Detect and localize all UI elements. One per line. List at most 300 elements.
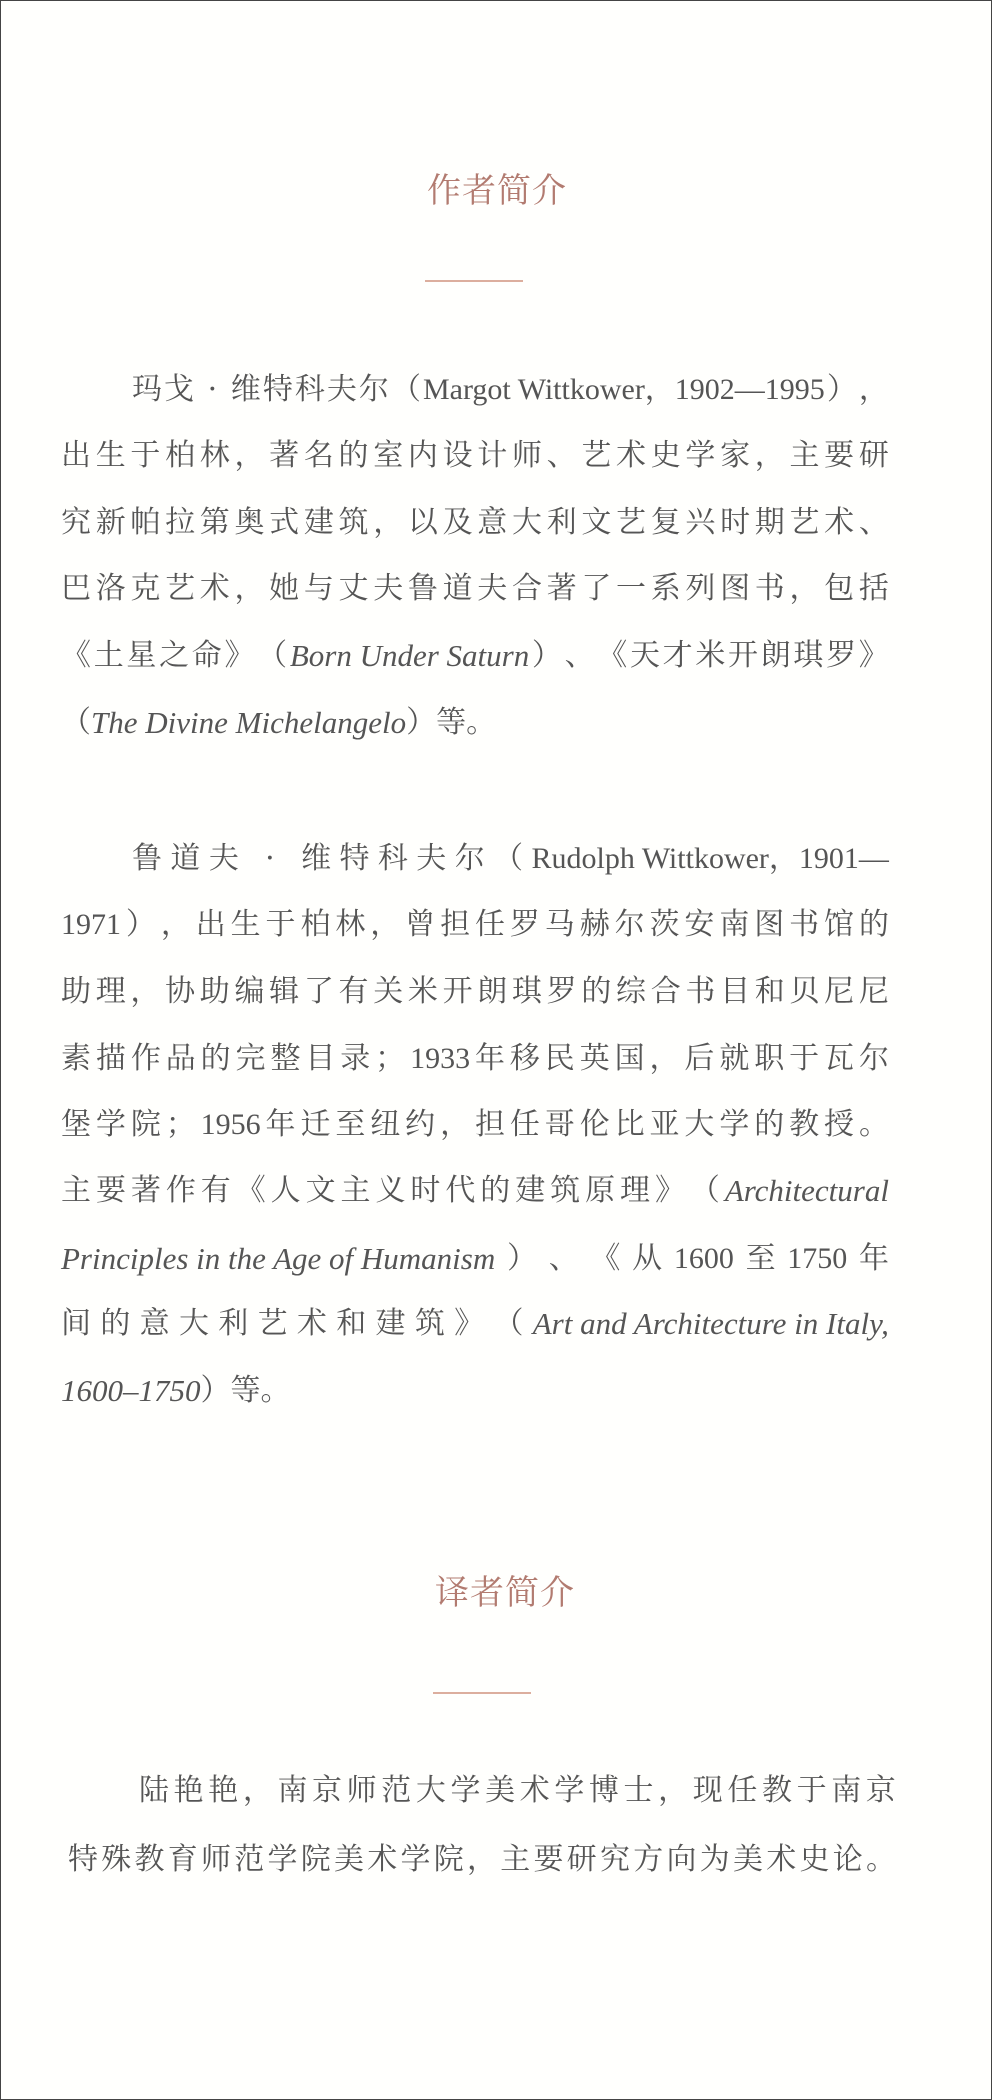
- text-char: 计: [477, 438, 508, 473]
- text-char: 授: [824, 1107, 855, 1142]
- text-char: 鲁: [132, 841, 162, 876]
- text-char: 年: [859, 1241, 889, 1276]
- text-char: 助: [199, 974, 230, 1009]
- text-char: 克: [130, 571, 161, 606]
- text-char: 年: [474, 1041, 505, 1076]
- text-char: 学: [95, 1107, 126, 1142]
- text-char: 后: [684, 1041, 715, 1076]
- text-char: 艺: [616, 505, 646, 540]
- text-char: 关: [373, 974, 404, 1009]
- text-char: 范: [234, 1842, 265, 1877]
- text-char: 研: [858, 438, 889, 473]
- text-char: 内: [407, 438, 438, 473]
- text-char: 理: [620, 1173, 650, 1208]
- text-char: 生: [230, 907, 261, 942]
- text-char: 赫: [579, 907, 610, 942]
- text-char: 与: [303, 571, 334, 606]
- text-char: ，: [242, 1773, 273, 1808]
- text-char: 京: [865, 1773, 896, 1808]
- latin-text: 1956: [200, 1108, 261, 1141]
- text-char: 系: [650, 571, 681, 606]
- text-char: 移: [509, 1041, 540, 1076]
- text-char: 名: [303, 438, 334, 473]
- text-char: 史: [799, 1842, 830, 1877]
- text-char: 玛: [132, 372, 162, 407]
- text-char: 丈: [338, 571, 369, 606]
- text-char: 筑: [338, 505, 369, 540]
- text-char: 术: [616, 438, 646, 473]
- text-char: 意: [477, 505, 508, 540]
- text-char: 学: [685, 438, 716, 473]
- text-char: 师: [346, 1773, 377, 1808]
- text-char: 目: [720, 974, 751, 1009]
- text-char: 南: [719, 907, 750, 942]
- text-char: 至: [335, 1107, 366, 1142]
- text-char: 琪: [793, 638, 824, 673]
- text-char: ）: [200, 1373, 231, 1408]
- text-char: 朗: [477, 974, 508, 1009]
- text-char: 担: [440, 907, 471, 942]
- text-char: 要: [533, 1842, 564, 1877]
- text-char: 就: [719, 1041, 750, 1076]
- text-char: ，: [858, 372, 889, 407]
- text-char: 学: [267, 1842, 298, 1877]
- text-char: 作: [165, 1173, 196, 1208]
- text-char: [247, 837, 257, 881]
- text-char: 土: [93, 638, 124, 673]
- text-char: 命: [191, 638, 222, 673]
- text-char: （: [61, 705, 91, 740]
- text-char: ）: [826, 372, 857, 407]
- text-char: 陆: [139, 1773, 169, 1808]
- text-char: 约: [405, 1107, 436, 1142]
- text-line: [132, 368, 889, 412]
- text-char: ，: [160, 907, 191, 942]
- text-char: ；: [375, 1041, 406, 1076]
- text-char: ，: [467, 1842, 497, 1877]
- text-char: 鲁: [407, 571, 438, 606]
- text-char: 从: [632, 1241, 663, 1276]
- text-char: 建: [515, 1173, 546, 1208]
- text-char: 美: [485, 1773, 516, 1808]
- author-intro-divider: [425, 280, 523, 282]
- text-char: 作: [130, 1041, 161, 1076]
- text-char: 的: [200, 1041, 231, 1076]
- text-char: 米: [695, 638, 726, 673]
- text-char: 史: [650, 438, 681, 473]
- text-char: 育: [167, 1842, 198, 1877]
- text-char: 时: [410, 1173, 441, 1208]
- text-char: 道: [442, 571, 473, 606]
- text-char: 品: [165, 1041, 196, 1076]
- text-char: 之: [159, 638, 190, 673]
- text-char: 罗: [546, 974, 577, 1009]
- text-char: [283, 837, 293, 881]
- text-line: [61, 970, 889, 1014]
- text-char: 的: [581, 974, 612, 1009]
- text-char: 朗: [760, 638, 791, 673]
- text-char: 士: [623, 1773, 654, 1808]
- text-char: 夫: [477, 571, 508, 606]
- text-char: 》: [654, 1173, 685, 1208]
- italic-title-text: Architectural: [724, 1173, 889, 1208]
- text-char: 生: [95, 438, 126, 473]
- text-char: 学: [719, 1107, 750, 1142]
- text-char: 录: [340, 1041, 371, 1076]
- text-char: 设: [442, 438, 473, 473]
- text-char: 要: [95, 1173, 126, 1208]
- text-char: 学: [450, 1773, 481, 1808]
- text-char: 式: [269, 505, 300, 540]
- text-char: 书: [754, 571, 785, 606]
- text-char: 术: [199, 571, 230, 606]
- text-char: 林: [335, 907, 366, 942]
- text-char: 大: [178, 1306, 209, 1341]
- text-char: 术: [766, 1842, 797, 1877]
- text-char: 一: [616, 571, 646, 606]
- text-char: 夫: [208, 841, 239, 876]
- text-char: 夫: [373, 571, 404, 606]
- text-char: 罗: [509, 907, 540, 942]
- text-char: ，: [754, 438, 785, 473]
- latin-text: Rudolph Wittkower，1901—: [531, 842, 889, 875]
- text-char: 的: [338, 438, 369, 473]
- text-char: 》: [224, 638, 255, 673]
- text-char: 南: [831, 1773, 862, 1808]
- text-char: 术: [296, 1306, 327, 1341]
- text-char: 年: [265, 1107, 296, 1142]
- text-char: 新: [95, 505, 126, 540]
- text-char: 天: [629, 638, 660, 673]
- text-line: [61, 501, 889, 545]
- text-char: 巴: [61, 571, 91, 606]
- text-char: 家: [720, 438, 751, 473]
- text-char: 。: [858, 1107, 889, 1142]
- text-char: ；: [165, 1107, 196, 1142]
- text-char: 建: [375, 1306, 406, 1341]
- text-char: 《: [61, 638, 91, 673]
- text-char: ·: [265, 841, 275, 876]
- text-char: 方: [633, 1842, 664, 1877]
- text-char: 、: [858, 505, 889, 540]
- text-char: 学: [554, 1773, 585, 1808]
- text-line: [61, 1302, 889, 1346]
- text-char: 维: [301, 841, 332, 876]
- text-line: [132, 837, 889, 881]
- text-char: 美: [733, 1842, 763, 1877]
- italic-title-text: Art and Architecture in Italy,: [532, 1306, 889, 1341]
- text-char: ，: [234, 438, 265, 473]
- text-char: 筑: [550, 1173, 581, 1208]
- text-char: 尼: [824, 974, 855, 1009]
- latin-text: 1750: [787, 1242, 848, 1275]
- text-char: ，: [234, 571, 265, 606]
- text-char: 师: [201, 1842, 231, 1877]
- text-line: [61, 1037, 889, 1081]
- latin-text: 1933: [410, 1042, 471, 1075]
- text-char: 于: [789, 1041, 820, 1076]
- text-char: 艳: [173, 1773, 204, 1808]
- text-char: 时: [720, 505, 751, 540]
- translator-intro-divider: [433, 1692, 531, 1694]
- text-char: 图: [720, 571, 751, 606]
- text-char: 了: [581, 571, 612, 606]
- text-char: 列: [685, 571, 716, 606]
- text-char: 夫: [326, 372, 357, 407]
- text-char: 任: [727, 1773, 758, 1808]
- text-char: 英: [579, 1041, 610, 1076]
- text-char: 维: [230, 372, 261, 407]
- text-char: 原: [585, 1173, 616, 1208]
- text-char: ，: [440, 1107, 471, 1142]
- text-char: 戈: [164, 372, 195, 407]
- text-char: 尔: [358, 372, 389, 407]
- text-char: 京: [312, 1773, 343, 1808]
- text-char: 院: [130, 1107, 161, 1142]
- text-line: [61, 1103, 889, 1147]
- text-char: 文: [305, 1173, 336, 1208]
- latin-text: Margot Wittkower，1902—1995: [422, 373, 825, 406]
- text-char: 馆: [824, 907, 855, 942]
- text-char: 利: [546, 505, 577, 540]
- text-char: 职: [754, 1041, 785, 1076]
- text-char: 术: [367, 1842, 398, 1877]
- text-char: 任: [474, 907, 505, 942]
- italic-title-text: 1600–1750: [61, 1373, 201, 1408]
- text-char: 她: [269, 571, 300, 606]
- text-char: 建: [303, 505, 334, 540]
- text-char: 第: [199, 505, 230, 540]
- text-char: 纽: [370, 1107, 401, 1142]
- text-char: 曾: [405, 907, 436, 942]
- text-char: 科: [377, 841, 408, 876]
- text-char: 究: [600, 1842, 630, 1877]
- text-char: 迁: [300, 1107, 331, 1142]
- text-char: 出: [61, 438, 91, 473]
- text-char: 有: [338, 974, 369, 1009]
- latin-text: 1971: [61, 908, 121, 941]
- text-char: 整: [270, 1041, 301, 1076]
- text-line: [61, 434, 889, 478]
- text-char: 文: [581, 505, 612, 540]
- text-char: 殊: [101, 1842, 132, 1877]
- author-intro-heading: 作者简介: [427, 171, 567, 211]
- text-char: 《: [590, 1241, 621, 1276]
- text-char: 艺: [789, 505, 820, 540]
- text-char: 向: [666, 1842, 697, 1877]
- text-char: 米: [407, 974, 438, 1009]
- text-char: 著: [546, 571, 577, 606]
- text-char: 究: [61, 505, 91, 540]
- text-char: （: [390, 372, 421, 407]
- text-char: 马: [544, 907, 575, 942]
- text-char: 主: [789, 438, 820, 473]
- text-char: 要: [824, 438, 855, 473]
- text-char: （: [493, 1306, 524, 1341]
- text-char: 学: [400, 1842, 431, 1877]
- text-char: 间: [61, 1306, 91, 1341]
- text-char: 于: [265, 907, 296, 942]
- text-char: 兴: [685, 505, 716, 540]
- text-char: 至: [745, 1241, 776, 1276]
- text-line: [61, 1237, 889, 1281]
- text-char: 开: [728, 638, 759, 673]
- text-char: 的: [480, 1173, 511, 1208]
- text-line: [61, 567, 889, 611]
- text-char: 现: [692, 1773, 723, 1808]
- text-char: 合: [511, 571, 542, 606]
- text-char: 辑: [269, 974, 300, 1009]
- text-char: 道: [170, 841, 201, 876]
- text-char: 艳: [208, 1773, 239, 1808]
- text-char: 及: [442, 505, 473, 540]
- text-char: 瓦: [824, 1041, 855, 1076]
- text-char: ，: [649, 1041, 680, 1076]
- text-char: 担: [474, 1107, 505, 1142]
- text-char: 描: [95, 1041, 126, 1076]
- text-char: 助: [61, 974, 91, 1009]
- translator-intro-heading: 译者简介: [435, 1573, 575, 1613]
- text-char: 了: [303, 974, 334, 1009]
- text-char: 哥: [544, 1107, 575, 1142]
- text-char: 艺: [165, 571, 196, 606]
- text-line: [139, 1769, 896, 1813]
- text-char: 任: [509, 1107, 540, 1142]
- text-char: 亚: [649, 1107, 680, 1142]
- text-char: 大: [415, 1773, 446, 1808]
- text-char: 主: [340, 1173, 371, 1208]
- text-char: 协: [165, 974, 196, 1009]
- text-char: 师: [511, 438, 542, 473]
- text-char: 》: [454, 1306, 485, 1341]
- latin-text: 1600: [673, 1242, 734, 1275]
- text-char: 博: [588, 1773, 619, 1808]
- text-char: 等: [230, 1373, 261, 1408]
- italic-title-text: Born Under Saturn: [289, 638, 530, 673]
- text-char: ）: [531, 638, 562, 673]
- text-char: 国: [614, 1041, 645, 1076]
- text-char: （: [493, 841, 524, 876]
- text-char: 义: [375, 1173, 406, 1208]
- text-char: 柏: [165, 438, 196, 473]
- text-char: 代: [445, 1173, 476, 1208]
- text-char: 拉: [165, 505, 196, 540]
- text-char: 尔: [858, 1041, 889, 1076]
- text-char: 理: [95, 974, 126, 1009]
- text-line: [61, 634, 889, 678]
- text-char: 艺: [581, 438, 612, 473]
- text-char: 尔: [454, 841, 485, 876]
- text-char: 范: [381, 1773, 412, 1808]
- text-char: 著: [130, 1173, 161, 1208]
- text-char: 比: [614, 1107, 645, 1142]
- text-char: 、: [546, 438, 577, 473]
- text-char: 帕: [130, 505, 161, 540]
- text-char: ·: [207, 372, 218, 407]
- text-char: 夫: [416, 841, 447, 876]
- text-char: 民: [544, 1041, 575, 1076]
- text-char: 术: [824, 505, 855, 540]
- text-char: 大: [511, 505, 542, 540]
- text-char: ，: [370, 907, 401, 942]
- text-char: 复: [650, 505, 681, 540]
- text-char: 。: [466, 705, 497, 740]
- italic-title-text: Principles in the Age of Humanism: [61, 1241, 496, 1276]
- text-char: ）: [406, 705, 437, 740]
- text-char: 等: [436, 705, 467, 740]
- text-char: 图: [754, 907, 785, 942]
- text-char: 论: [832, 1842, 863, 1877]
- text-char: 书: [685, 974, 716, 1009]
- text-char: 院: [433, 1842, 464, 1877]
- text-char: ，: [789, 571, 820, 606]
- text-char: 科: [294, 372, 325, 407]
- text-char: 、: [564, 638, 595, 673]
- text-char: 的: [100, 1306, 131, 1341]
- text-char: 主: [61, 1173, 91, 1208]
- text-char: 素: [61, 1041, 91, 1076]
- text-char: 和: [336, 1306, 367, 1341]
- text-char: 术: [519, 1773, 550, 1808]
- text-char: [196, 368, 206, 412]
- text-char: 尔: [614, 907, 645, 942]
- text-line: [68, 1838, 896, 1882]
- text-char: 于: [130, 438, 161, 473]
- text-char: 目: [305, 1041, 336, 1076]
- text-char: 特: [262, 372, 293, 407]
- text-char: 。: [260, 1373, 291, 1408]
- text-char: 茨: [649, 907, 680, 942]
- text-char: 教: [761, 1773, 792, 1808]
- text-char: 的: [858, 907, 889, 942]
- text-char: 特: [68, 1842, 98, 1877]
- text-line: [61, 903, 889, 947]
- text-char: 室: [373, 438, 404, 473]
- italic-title-text: The Divine Michelangelo: [91, 705, 407, 740]
- text-char: 教: [789, 1107, 820, 1142]
- text-char: 大: [684, 1107, 715, 1142]
- text-char: 期: [754, 505, 785, 540]
- text-char: 罗: [826, 638, 857, 673]
- text-char: 院: [300, 1842, 331, 1877]
- text-char: 的: [754, 1107, 785, 1142]
- text-char: 完: [235, 1041, 266, 1076]
- text-char: 意: [139, 1306, 170, 1341]
- text-char: 》: [858, 638, 889, 673]
- text-char: 洛: [95, 571, 126, 606]
- text-char: ）: [125, 907, 156, 942]
- text-char: 《: [597, 638, 628, 673]
- text-char: （: [257, 638, 288, 673]
- text-line: [61, 701, 889, 745]
- text-char: 南: [277, 1773, 308, 1808]
- text-char: 林: [199, 438, 230, 473]
- text-line: [61, 1169, 889, 1213]
- text-char: 人: [270, 1173, 301, 1208]
- text-char: 教: [134, 1842, 165, 1877]
- text-char: （: [689, 1173, 720, 1208]
- text-char: 星: [126, 638, 157, 673]
- text-char: 奥: [234, 505, 265, 540]
- text-char: 于: [796, 1773, 827, 1808]
- text-char: ，: [130, 974, 161, 1009]
- text-char: [219, 368, 229, 412]
- text-char: 括: [858, 571, 889, 606]
- text-char: ，: [658, 1773, 689, 1808]
- text-char: 包: [824, 571, 855, 606]
- text-char: 书: [789, 907, 820, 942]
- text-char: 编: [234, 974, 265, 1009]
